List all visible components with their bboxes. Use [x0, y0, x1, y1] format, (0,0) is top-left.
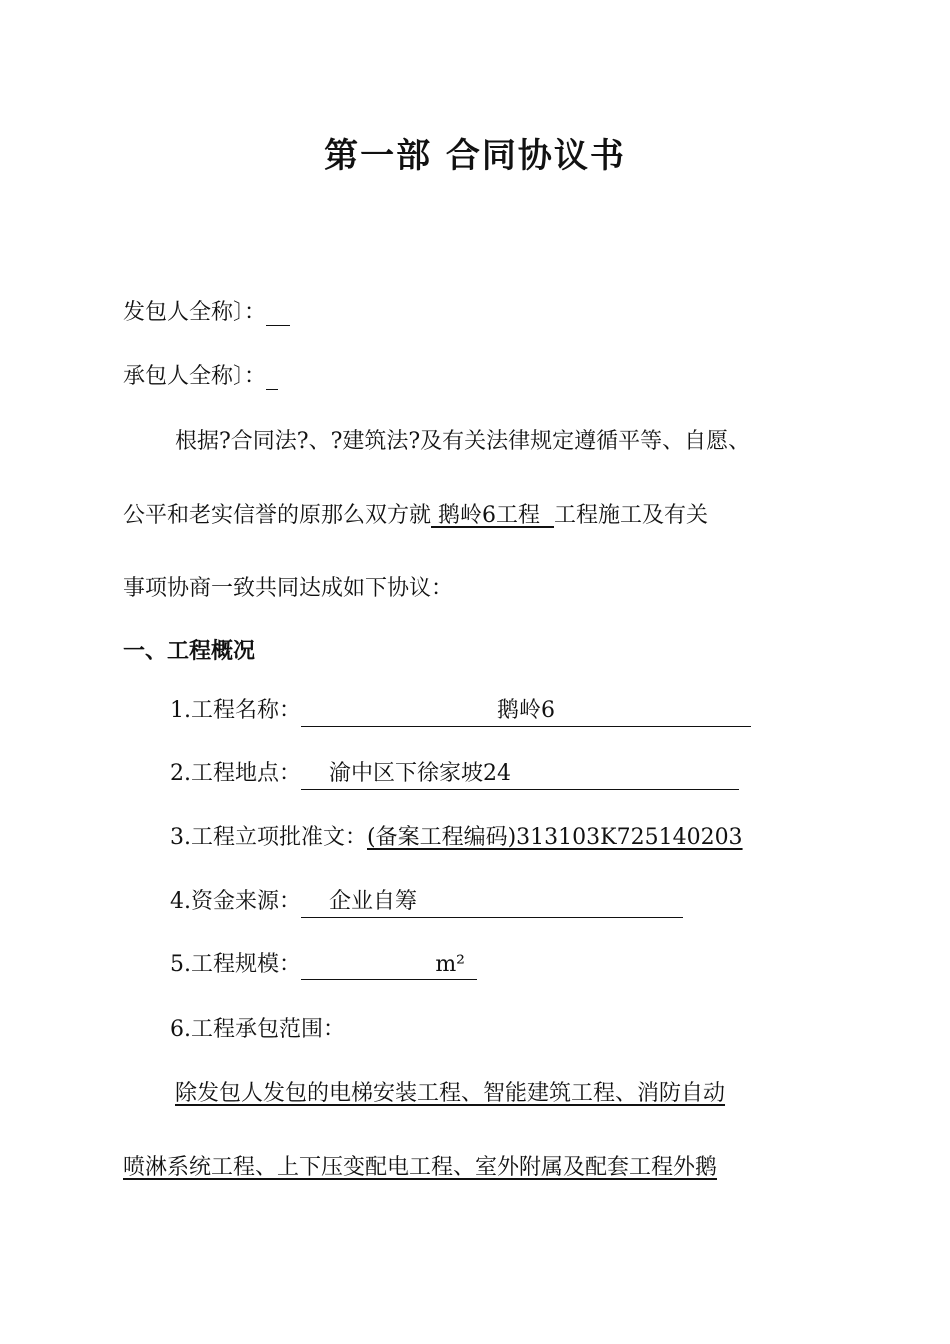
item-contract-scope: 6.工程承包范围： [170, 1017, 345, 1042]
page-title: 第一部 合同协议书 [324, 136, 626, 176]
contractor-label: 承包人全称〕： [123, 364, 267, 389]
project-scale-label: 5.工程规模： [170, 952, 301, 977]
scope-line-2: 喷淋系统工程、上下压变配电工程、室外附属及配套工程外鹅 [123, 1155, 718, 1180]
intro-line-2-start: 公平和老实信誉的原那么双方就 [123, 503, 432, 528]
project-location-value[interactable] [301, 756, 739, 790]
project-scale-unit: m² [435, 952, 465, 977]
project-location-text: 渝中区下徐家坡24 [329, 761, 511, 786]
scope-line-1: 除发包人发包的电梯安装工程、智能建筑工程、消防自动 [175, 1081, 726, 1106]
employer-line [123, 295, 290, 326]
item-project-name [170, 693, 751, 727]
project-location-label: 2.工程地点： [170, 761, 301, 786]
section-heading-overview: 一、工程概况 [123, 639, 256, 664]
approval-doc-label: 3.工程立项批准文： [170, 825, 367, 850]
project-name-value[interactable] [301, 693, 751, 727]
intro-line-2 [123, 498, 708, 529]
project-scale-value[interactable] [301, 952, 477, 980]
project-name-inline: 鹅岭6工程 [431, 503, 554, 528]
funding-source-text: 企业自筹 [329, 889, 418, 914]
contractor-line [123, 359, 278, 390]
funding-source-value[interactable] [301, 884, 683, 918]
project-name-label: 1.工程名称： [170, 698, 301, 723]
project-name-text: 鹅岭6 [497, 698, 555, 723]
intro-line-2-end: 工程施工及有关 [554, 503, 709, 528]
employer-blank[interactable] [266, 303, 290, 326]
intro-line-3: 事项协商一致共同达成如下协议： [123, 576, 454, 601]
item-project-scale [170, 947, 477, 980]
employer-label: 发包人全称〕： [123, 300, 267, 325]
funding-source-label: 4.资金来源： [170, 889, 301, 914]
item-approval-doc [170, 820, 743, 851]
intro-line-1: 根据?合同法?、?建筑法?及有关法律规定遵循平等、自愿、 [175, 429, 751, 454]
contractor-blank[interactable] [266, 367, 278, 390]
item-funding-source [170, 884, 683, 918]
item-project-location [170, 756, 739, 790]
approval-doc-value: (备案工程编码)313103K725140203 [367, 825, 743, 850]
